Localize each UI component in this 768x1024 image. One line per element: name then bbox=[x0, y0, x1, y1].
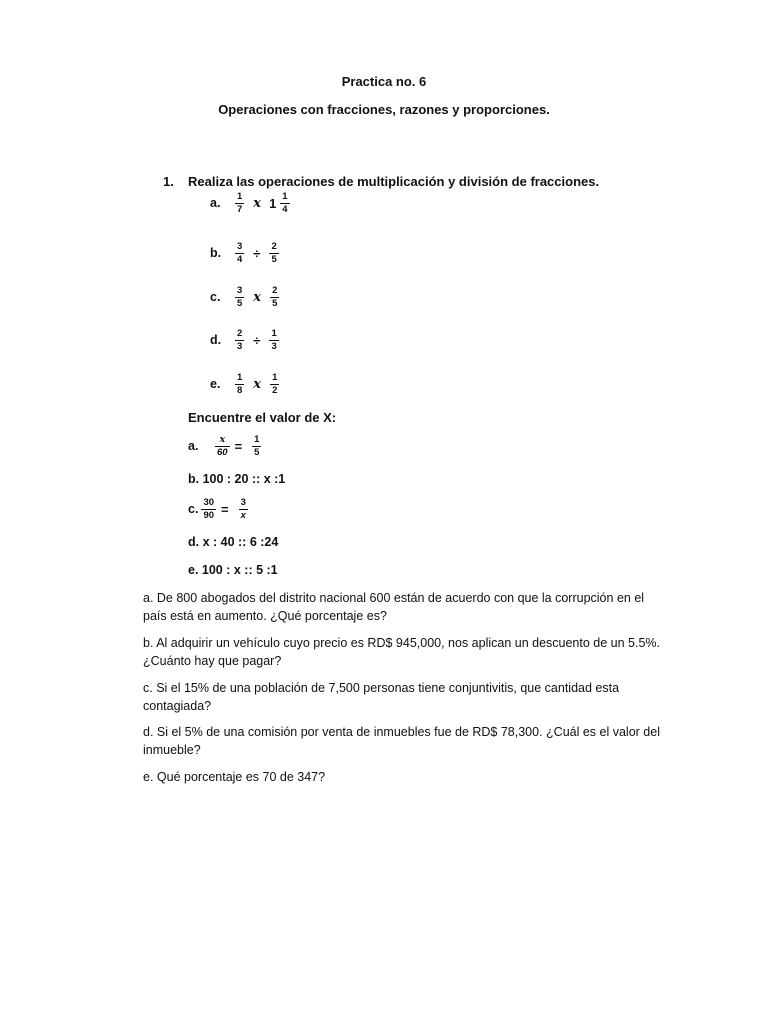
word-problem-d: d. Si el 5% de una comisión por venta de inmuebles fue de RD$ 78,300. ¿Cuál es el valor del inmueble? bbox=[143, 725, 660, 757]
denominator: 3 bbox=[271, 340, 277, 352]
fraction-item-e bbox=[210, 373, 282, 395]
divide-operator: ÷ bbox=[253, 245, 261, 261]
fraction bbox=[269, 242, 278, 264]
word-problem-c: c. Si el 15% de una población de 7,500 personas tiene conjuntivitis, que cantidad esta contagiada? bbox=[143, 681, 620, 713]
denominator: 90 bbox=[203, 509, 215, 521]
fraction bbox=[235, 329, 244, 351]
fraction bbox=[235, 242, 244, 264]
numerator: 1 bbox=[254, 434, 260, 445]
item-label: b. bbox=[210, 246, 222, 260]
numerator: 2 bbox=[237, 328, 243, 339]
fraction bbox=[270, 286, 279, 308]
item-label: d. bbox=[210, 333, 222, 347]
denominator: x bbox=[240, 509, 246, 521]
denominator: 4 bbox=[282, 203, 288, 215]
fraction-item-b bbox=[210, 242, 282, 264]
fraction bbox=[252, 435, 261, 457]
fraction bbox=[280, 192, 289, 214]
question-1-heading bbox=[163, 174, 599, 189]
fraction bbox=[239, 498, 248, 520]
fraction bbox=[201, 498, 216, 520]
numerator: 2 bbox=[272, 285, 278, 296]
denominator: 2 bbox=[272, 384, 278, 396]
item-label: e. bbox=[210, 377, 221, 391]
fraction bbox=[235, 192, 244, 214]
fraction bbox=[215, 435, 230, 457]
question-text: Realiza las operaciones de multiplicación y división de fracciones. bbox=[188, 174, 600, 189]
fraction bbox=[235, 286, 244, 308]
fraction-item-c bbox=[210, 286, 282, 308]
fraction-item-d bbox=[210, 329, 282, 351]
denominator: 8 bbox=[237, 384, 243, 396]
numerator: 30 bbox=[203, 497, 215, 508]
fraction bbox=[270, 373, 279, 395]
item-label: c. bbox=[210, 290, 221, 304]
equals-sign: = bbox=[221, 501, 229, 517]
page-title: Practica no. 6 bbox=[341, 74, 427, 89]
denominator: 60 bbox=[217, 446, 228, 458]
numerator: 3 bbox=[240, 497, 246, 508]
equals-sign: = bbox=[234, 438, 243, 454]
page-subtitle: Operaciones con fracciones, razones y proporciones. bbox=[218, 102, 550, 117]
numerator: 3 bbox=[237, 285, 243, 296]
fraction bbox=[235, 373, 244, 395]
divide-operator: ÷ bbox=[253, 332, 261, 348]
numerator: x bbox=[219, 434, 226, 445]
denominator: 5 bbox=[237, 297, 243, 309]
fraction bbox=[269, 329, 278, 351]
proportion-item-a bbox=[188, 435, 264, 457]
multiply-operator: x bbox=[253, 289, 262, 305]
numerator: 3 bbox=[237, 241, 243, 252]
numerator: 1 bbox=[282, 191, 288, 202]
whole-number: 1 bbox=[269, 195, 277, 211]
numerator: 2 bbox=[271, 241, 277, 252]
find-x-heading: Encuentre el valor de X: bbox=[188, 410, 337, 425]
item-label: c. bbox=[188, 502, 199, 516]
multiply-operator: x bbox=[253, 195, 262, 211]
item-label: a. bbox=[210, 196, 221, 210]
proportion-item-d: d. x : 40 :: 6 :24 bbox=[188, 535, 279, 549]
word-problem-e: e. Qué porcentaje es 70 de 347? bbox=[143, 770, 326, 784]
denominator: 5 bbox=[271, 253, 277, 265]
word-problem-b: b. Al adquirir un vehículo cuyo precio es RD$ 945,000, nos aplican un descuento de un 5.5%. ¿Cuánto hay que pagar? bbox=[143, 636, 661, 668]
word-problem-a: a. De 800 abogados del distrito nacional 600 están de acuerdo con que la corrupción en el país está en aumento. ¿Qué porcentaje es? bbox=[143, 591, 645, 623]
numerator: 1 bbox=[272, 372, 278, 383]
denominator: 4 bbox=[237, 253, 243, 265]
multiply-operator: x bbox=[253, 376, 262, 392]
denominator: 3 bbox=[237, 340, 243, 352]
numerator: 1 bbox=[237, 191, 243, 202]
numerator: 1 bbox=[271, 328, 277, 339]
numerator: 1 bbox=[237, 372, 243, 383]
proportion-item-c bbox=[188, 498, 251, 520]
denominator: 7 bbox=[237, 203, 243, 215]
proportion-item-b: b. 100 : 20 :: x :1 bbox=[188, 472, 286, 486]
question-number: 1. bbox=[163, 174, 174, 189]
denominator: 5 bbox=[254, 446, 260, 458]
denominator: 5 bbox=[272, 297, 278, 309]
proportion-item-e: e. 100 : x :: 5 :1 bbox=[188, 563, 278, 577]
fraction-item-a bbox=[210, 192, 293, 214]
item-label: a. bbox=[188, 439, 199, 453]
